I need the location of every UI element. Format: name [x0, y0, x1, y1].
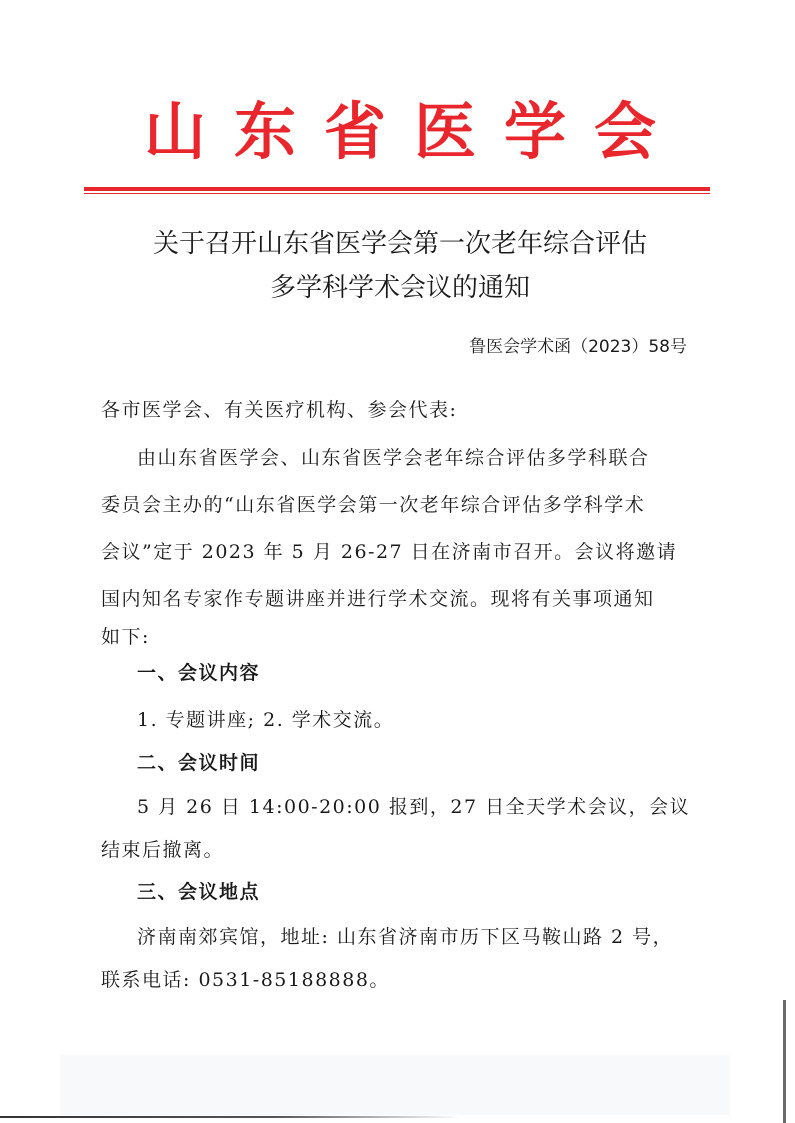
document-number: 鲁医会学术函（2023）58号 — [469, 337, 687, 357]
notice-title — [80, 222, 720, 310]
section-heading-location: 三、会议地点 — [137, 881, 261, 903]
masthead-rule-thick — [84, 187, 710, 191]
salutation: 各市医学会、有关医疗机构、参会代表: — [101, 399, 458, 421]
scan-shading — [60, 1055, 730, 1115]
intro-line: 会议”定于 2023 年 5 月 26-27 日在济南市召开。会议将邀请 — [101, 541, 678, 563]
section-heading-content: 一、会议内容 — [137, 662, 261, 684]
scan-edge-bottom — [0, 1116, 460, 1118]
title-line-2: 多学科学术会议的通知 — [269, 273, 530, 303]
section-line: 5 月 26 日 14:00-20:00 报到，27 日全天学术会议，会议 — [137, 796, 691, 818]
scan-edge-right — [783, 1000, 786, 1123]
section-line: 结束后撤离。 — [101, 839, 225, 861]
section-heading-time: 二、会议时间 — [137, 752, 261, 774]
masthead-rule-thin — [84, 193, 710, 194]
section-line: 联系电话: 0531-85188888。 — [101, 969, 390, 991]
intro-line: 如下: — [101, 626, 150, 648]
organization-masthead: 山东省医学会 — [143, 95, 684, 168]
intro-line: 由山东省医学会、山东省医学会老年综合评估多学科联合 — [137, 447, 650, 469]
section-line: 济南南郊宾馆，地址: 山东省济南市历下区马鞍山路 2 号， — [137, 926, 674, 948]
intro-line: 国内知名专家作专题讲座并进行学术交流。现将有关事项通知 — [101, 588, 655, 610]
title-line-1: 关于召开山东省医学会第一次老年综合评估 — [152, 229, 647, 259]
intro-line: 委员会主办的“山东省医学会第一次老年综合评估多学科学术 — [101, 494, 646, 516]
section-line: 1. 专题讲座; 2. 学术交流。 — [137, 709, 395, 731]
